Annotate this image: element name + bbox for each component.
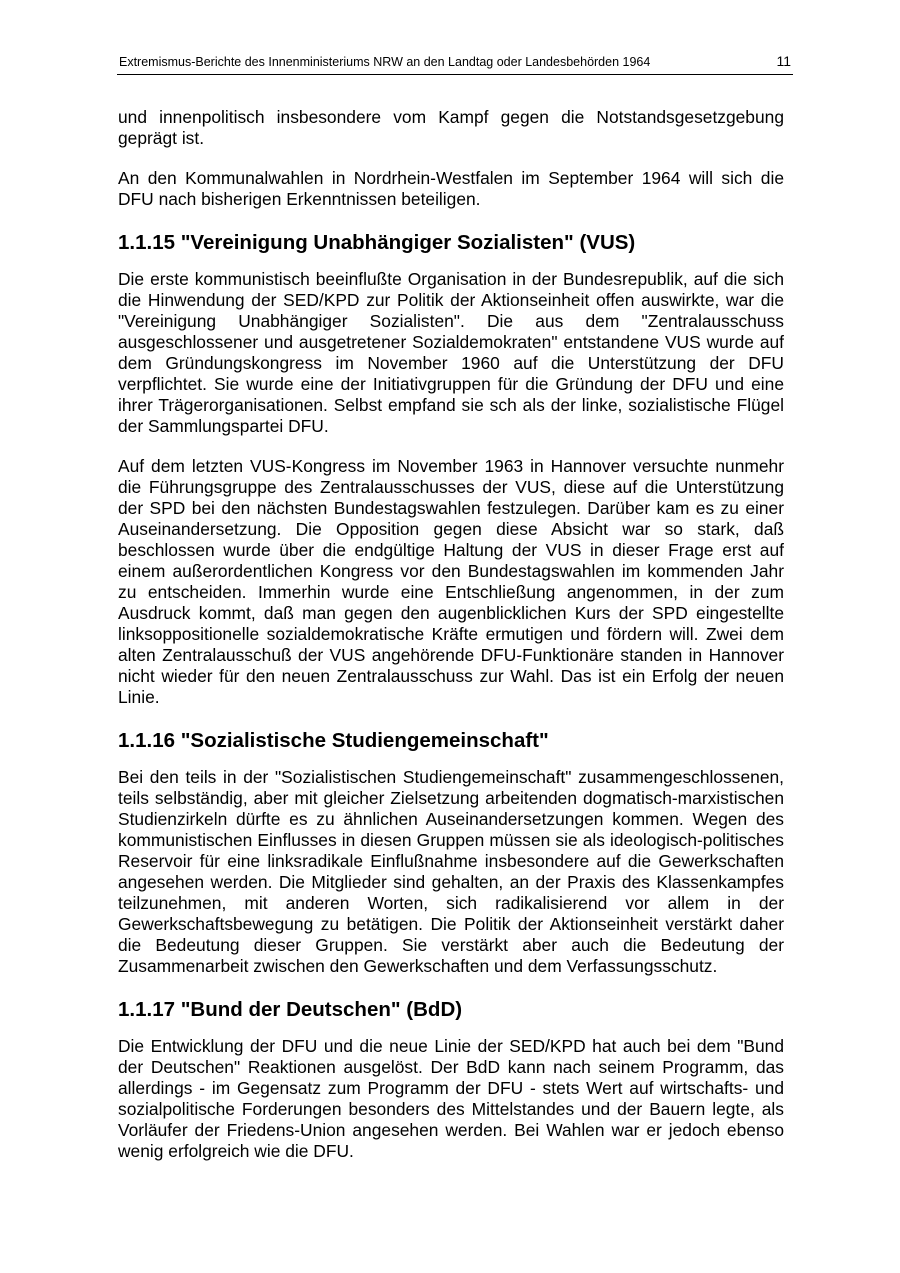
document-body xyxy=(118,107,784,1162)
section-heading-studiengemeinschaft: 1.1.16 "Sozialistische Studiengemeinschaft" xyxy=(118,729,549,752)
intro-paragraph-1: und innenpolitisch insbesondere vom Kampf gegen die Notstandsgesetzgebung geprägt ist. xyxy=(118,107,784,148)
section-heading-bdd: 1.1.17 "Bund der Deutschen" (BdD) xyxy=(118,998,463,1021)
section-heading-vus: 1.1.15 "Vereinigung Unabhängiger Sozialisten" (VUS) xyxy=(118,231,636,254)
vus-paragraph-1: Die erste kommunistisch beeinflußte Organisation in der Bundesrepublik, auf die sich die Hinwendung der SED/KPD zur Politik der Aktionseinheit offen auswirkte, war die "Vereinigung Unabhängiger Sozialisten". Die aus dem "Zentralausschuss ausgeschlossener und ausgetretener Sozialdemokraten" entstandene VUS wurde auf dem Gründungskongress im November 1960 auf die Unterstützung der DFU verpflichtet. Sie wurde eine der Initiativgruppen für die Gründung der DFU und eine ihrer Trägerorganisationen. Selbst empfand sie sch als der linke, sozialistische Flügel der Sammlungspartei DFU. xyxy=(118,269,784,436)
studiengemeinschaft-paragraph: Bei den teils in der "Sozialistischen Studiengemeinschaft" zusammengeschlossenen, teils selbständig, aber mit gleicher Zielsetzung arbeitenden dogmatisch-marxistischen Studienzirkeln dürfte es zu ähnlichen Auseinandersetzungen kommen. Wegen des kommunistischen Einflusses in diesen Gruppen müssen sie als ideologisch-politisches Reservoir für eine linksradikale Einflußnahme insbesondere auf die Gewerkschaften angesehen werden. Die Mitglieder sind gehalten, an der Praxis des Klassenkampfes teilzunehmen, mit anderen Worten, sich radikalisierend vor allem in der Gewerkschaftsbewegung zu betätigen. Die Politik der Aktionseinheit verstärkt daher die Bedeutung dieser Gruppen. Sie verstärkt aber auch die Bedeutung der Zusammenarbeit zwischen den Gewerkschaften und dem Verfassungsschutz. xyxy=(118,767,784,976)
header-title: Extremismus-Berichte des Innenministeriums NRW an den Landtag oder Landesbehörden 1964 xyxy=(119,55,651,69)
intro-paragraph-2: An den Kommunalwahlen in Nordrhein-Westfalen im September 1964 will sich die DFU nach bisherigen Erkenntnissen beteiligen. xyxy=(118,168,784,209)
page-number: 11 xyxy=(776,53,791,69)
page-header xyxy=(117,54,793,75)
vus-paragraph-2: Auf dem letzten VUS-Kongress im November 1963 in Hannover versuchte nunmehr die Führungsgruppe des Zentralausschusses der VUS, diese auf die Unterstützung der SPD bei den nächsten Bundestagswahlen festzulegen. Darüber kam es zu einer Auseinandersetzung. Die Opposition gegen diese Absicht war so stark, daß beschlossen wurde über die endgültige Haltung der VUS in dieser Frage erst auf einem außerordentlichen Kongress vor den Bundestagswahlen im kommenden Jahr zu entscheiden. Immerhin wurde eine Entschließung angenommen, in der zum Ausdruck kommt, daß man gegen den augenblicklichen Kurs der SPD eingestellte linksoppositionelle sozialdemokratische Kräfte ermutigen und fördern will. Zwei dem alten Zentralausschuß der VUS angehörende DFU-Funktionäre standen in Hannover nicht wieder für den neuen Zentralausschuss zur Wahl. Das ist ein Erfolg der neuen Linie. xyxy=(118,456,784,707)
bdd-paragraph: Die Entwicklung der DFU und die neue Linie der SED/KPD hat auch bei dem "Bund der Deutschen" Reaktionen ausgelöst. Der BdD kann nach seinem Programm, das allerdings - im Gegensatz zum Programm der DFU - stets Wert auf wirtschafts- und sozialpolitische Forderungen besonders des Mittelstandes und der Bauern legte, als Vorläufer der Friedens-Union angesehen werden. Bei Wahlen war er jedoch ebenso wenig erfolgreich wie die DFU. xyxy=(118,1036,784,1161)
